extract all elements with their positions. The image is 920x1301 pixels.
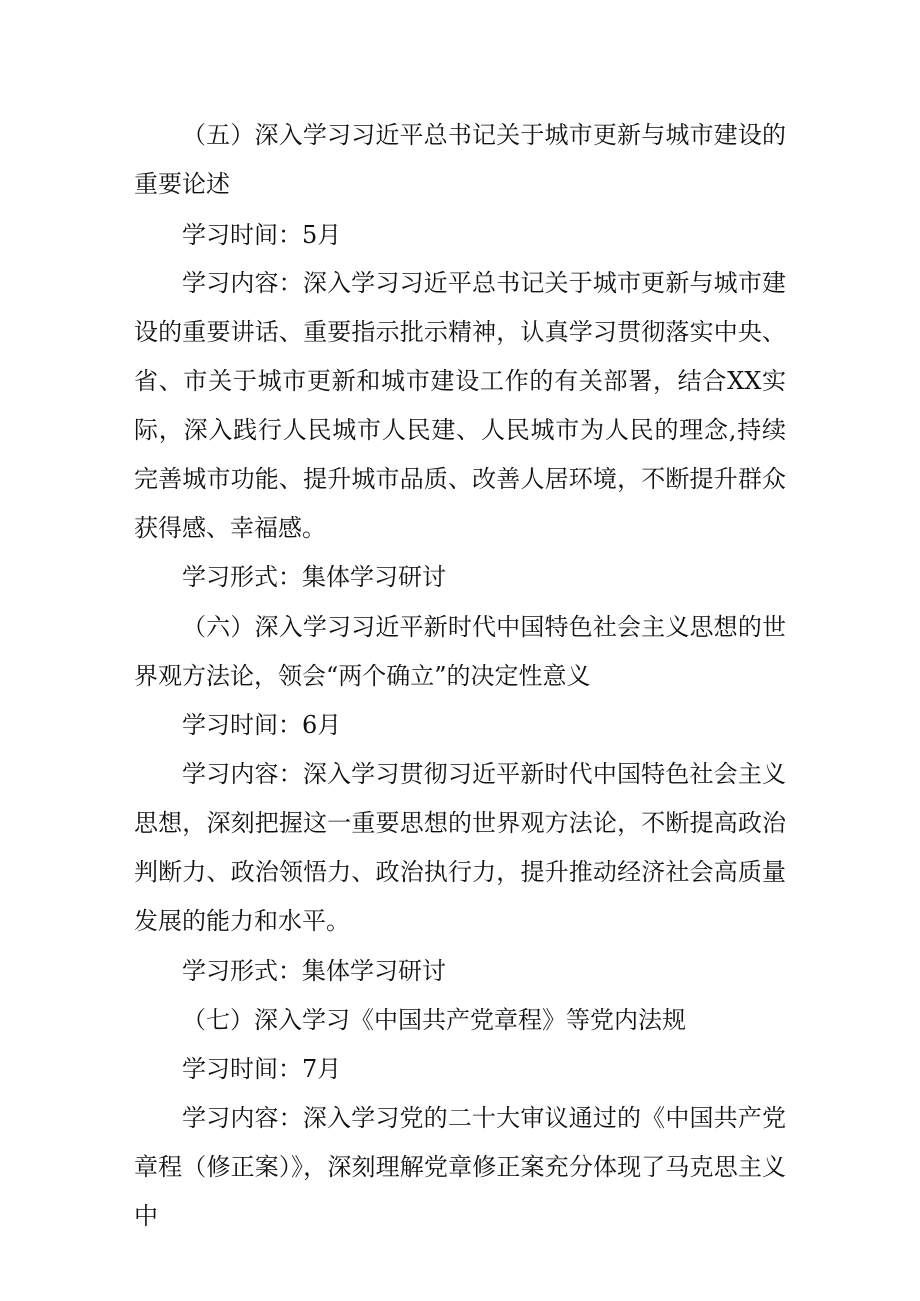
study-content-5: 学习内容：深入学习习近平总书记关于城市更新与城市建设的重要讲话、重要指示批示精神，认真学习贯彻落实中央、省、市关于城市更新和城市建设工作的有关部署，结合XX实际，深入践行人民城市人民建、人民城市为人民的理念,持续完善城市功能、提升城市品质、改善人居环境，不断提升群众获得感、幸福感。	[134, 269, 786, 542]
study-content-6: 学习内容：深入学习贯彻习近平新时代中国特色社会主义思想，深刻把握这一重要思想的世界观方法论，不断提高政治判断力、政治领悟力、政治执行力，提升推动经济社会高质量发展的能力和水平。	[134, 760, 786, 935]
study-form-5: 学习形式：集体学习研讨	[182, 563, 446, 591]
section-heading-6: （六）深入学习习近平新时代中国特色社会主义思想的世界观方法论，领会“两个确立”的决定性意义	[134, 613, 786, 690]
study-time-7: 学习时间：7月	[182, 1055, 342, 1083]
study-time-5: 学习时间：5月	[182, 221, 342, 249]
study-content-7: 学习内容：深入学习党的二十大审议通过的《中国共产党章程（修正案）》，深刻理解党章修正案充分体现了马克思主义中	[134, 1104, 786, 1230]
study-form-6: 学习形式：集体学习研讨	[182, 957, 446, 985]
study-time-6: 学习时间：6月	[182, 711, 342, 739]
section-heading-7: （七）深入学习《中国共产党章程》等党内法规	[182, 1006, 686, 1034]
section-heading-5: （五）深入学习习近平总书记关于城市更新与城市建设的重要论述	[134, 121, 786, 198]
